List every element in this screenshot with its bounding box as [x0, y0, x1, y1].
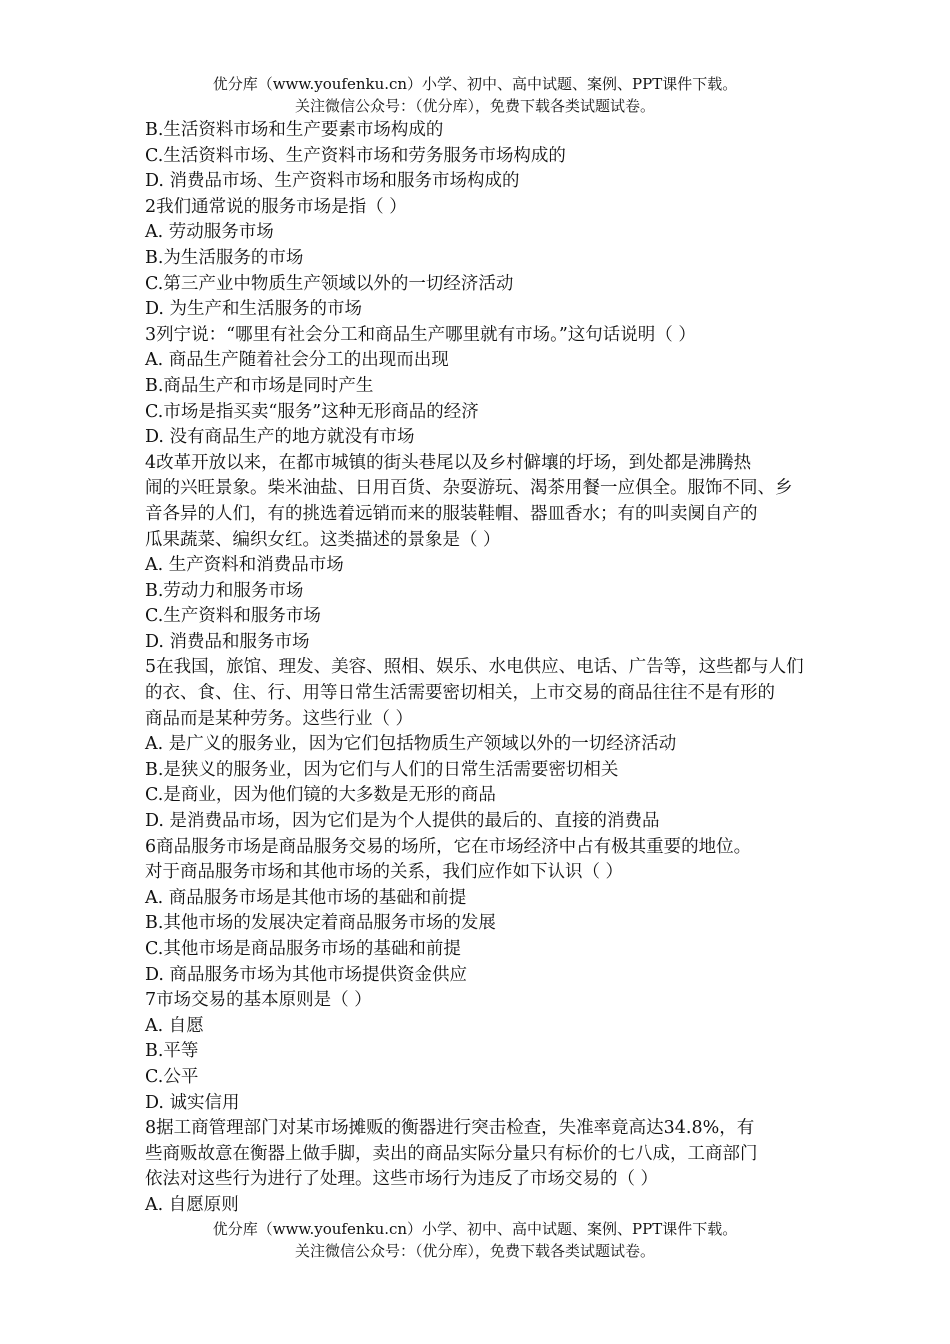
- option-c: C.公平: [145, 1066, 199, 1087]
- question-8-line: 8据工商管理部门对某市场摊贩的衡器进行突击检查，失准率竟高达34.8%，有: [145, 1118, 755, 1139]
- option-b: B.劳动力和服务市场: [145, 580, 304, 601]
- page-footer: [0, 1218, 950, 1262]
- question-5-line: 的衣、食、住、行、用等日常生活需要密切相关，上市交易的商品往往不是有形的: [145, 683, 775, 704]
- footer-line-2: 关注微信公众号：（优分库），免费下载各类试题试卷。: [294, 1242, 655, 1260]
- header-line-2: 关注微信公众号：（优分库），免费下载各类试题试卷。: [294, 97, 655, 115]
- question-4-line: 音各异的人们，有的挑选着远销而来的服装鞋帽、器皿香水；有的叫卖阒自产的: [145, 503, 758, 524]
- question-5-line: 5在我国，旅馆、理发、美容、照相、娱乐、水电供应、电话、广告等，这些都与人们: [145, 657, 804, 678]
- option-a: A. 自愿: [145, 1015, 204, 1036]
- option-d: D. 商品服务市场为其他市场提供资金供应: [145, 964, 468, 985]
- page-header: [0, 73, 950, 117]
- option-b: B.为生活服务的市场: [145, 247, 304, 268]
- option-c: C.市场是指买卖“服务”这种无形商品的经济: [145, 401, 479, 422]
- option-d: D. 是消费品市场，因为它们是为个人提供的最后的、直接的消费品: [145, 811, 660, 832]
- option-a: A. 自愿原则: [145, 1194, 239, 1215]
- question-4-line: 4改革开放以来，在都市城镇的街头巷尾以及乡村僻壤的圩场，到处都是沸腾热: [145, 452, 752, 473]
- question-3: 3列宁说：“哪里有社会分工和商品生产哪里就有市场。”这句话说明（ ）: [145, 324, 696, 345]
- option-b: B.其他市场的发展决定着商品服务市场的发展: [145, 913, 496, 934]
- question-2: 2我们通常说的服务市场是指（ ）: [145, 196, 407, 217]
- option-a: A. 商品服务市场是其他市场的基础和前提: [145, 887, 467, 908]
- option-d: D. 为生产和生活服务的市场: [145, 299, 363, 320]
- question-6-line: 6商品服务市场是商品服务交易的场所，它在市场经济中占有极其重要的地位。: [145, 836, 752, 857]
- option-a: A. 商品生产随着社会分工的出现而出现: [145, 350, 449, 371]
- option-b: B.生活资料市场和生产要素市场构成的: [145, 120, 444, 140]
- header-line-1: 优分库（www.youfenku.cn）小学、初中、高中试题、案例、PPT课件下载。: [212, 75, 738, 93]
- question-4-line: 瓜果蔬菜、编织女红。这类描述的景象是（ ）: [145, 529, 501, 550]
- option-d: D. 没有商品生产的地方就没有市场: [145, 427, 415, 448]
- question-7: 7市场交易的基本原则是（ ）: [145, 990, 372, 1011]
- option-d: D. 诚实信用: [145, 1092, 240, 1113]
- option-d: D. 消费品和服务市场: [145, 631, 310, 652]
- option-a: A. 生产资料和消费品市场: [145, 555, 344, 576]
- question-6-line: 对于商品服务市场和其他市场的关系，我们应作如下认识（ ）: [145, 862, 624, 883]
- option-a: A. 劳动服务市场: [145, 222, 274, 243]
- option-c: C.生活资料市场、生产资料市场和劳务服务市场构成的: [145, 145, 566, 166]
- question-8-line: 依法对这些行为进行了处理。这些市场行为违反了市场交易的（ ）: [145, 1169, 659, 1190]
- question-8-line: 些商贩故意在衡器上做手脚，卖出的商品实际分量只有标价的七八成，工商部门: [145, 1143, 758, 1164]
- option-b: B.商品生产和市场是同时产生: [145, 375, 374, 396]
- option-d: D. 消费品市场、生产资料市场和服务市场构成的: [145, 171, 520, 192]
- option-c: C.第三产业中物质生产领域以外的一切经济活动: [145, 273, 514, 294]
- footer-line-1: 优分库（www.youfenku.cn）小学、初中、高中试题、案例、PPT课件下载。: [212, 1220, 738, 1238]
- option-b: B.平等: [145, 1041, 199, 1062]
- question-5-line: 商品而是某种劳务。这些行业（ ）: [145, 708, 414, 729]
- document-body: [145, 118, 810, 1219]
- question-4-line: 闹的兴旺景象。柴米油盐、日用百货、杂耍游玩、渴茶用餐一应俱全。服饰不同、乡: [145, 478, 793, 499]
- option-c: C.生产资料和服务市场: [145, 606, 321, 627]
- option-c: C.其他市场是商品服务市场的基础和前提: [145, 939, 461, 959]
- option-a: A. 是广义的服务业，因为它们包括物质生产领域以外的一切经济活动: [145, 734, 677, 755]
- option-c: C.是商业，因为他们镜的大多数是无形的商品: [145, 785, 496, 806]
- option-b: B.是狭义的服务业，因为它们与人们的日常生活需要密切相关: [145, 759, 619, 780]
